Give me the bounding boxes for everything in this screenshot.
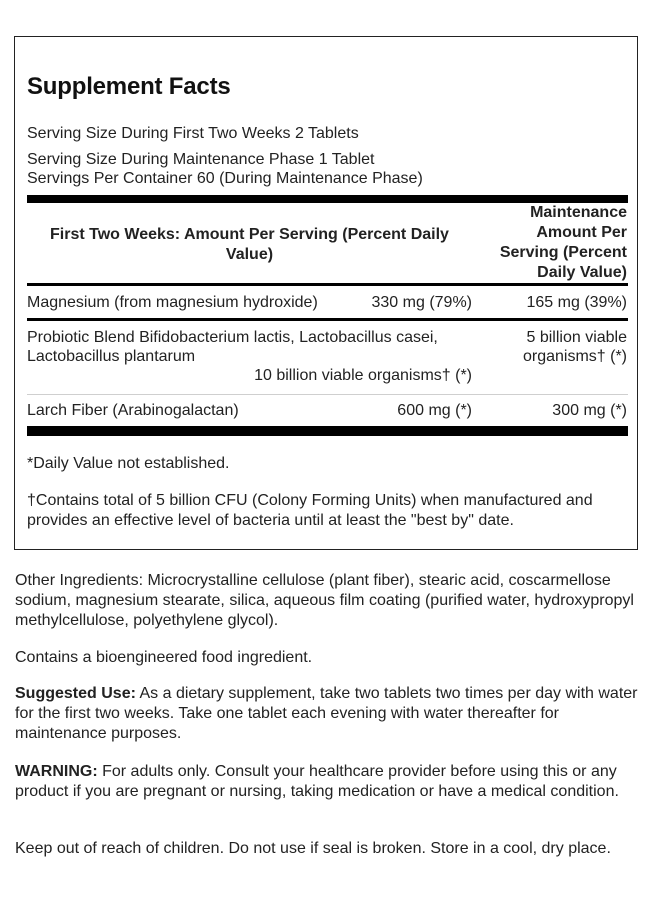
row-magnesium-name: Magnesium (from magnesium hydroxide)	[27, 294, 318, 311]
footnote-cfu: †Contains total of 5 billion CFU (Colony Forming Units) when manufactured and provides an effective level of bacteria until at least the "best by" date.	[27, 492, 593, 529]
panel-title: Supplement Facts	[27, 73, 231, 100]
other-ingredients: Other Ingredients: Microcrystalline cellulose (plant fiber), stearic acid, coscarmellose sodium, magnesium stearate, silica, aqueous film coating (purified water, hydroxypropyl methylcellulose, polyethylene glycol).	[15, 572, 634, 629]
row-probiotic-name: Probiotic Blend Bifidobacterium lactis, Lactobacillus casei, Lactobacillus plantarum	[27, 329, 438, 365]
storage-instructions: Keep out of reach of children. Do not use if seal is broken. Store in a cool, dry place.	[15, 840, 611, 857]
row-magnesium-maintenance: 165 mg (39%)	[526, 294, 627, 311]
warning-text: For adults only. Consult your healthcare provider before using this or any product if you are pregnant or nursing, taking medication or have a medical condition.	[15, 763, 619, 800]
row-larch-fiber-name: Larch Fiber (Arabinogalactan)	[27, 402, 239, 419]
warning	[15, 762, 645, 802]
header-first-two-weeks: First Two Weeks: Amount Per Serving (Percent Daily Value)	[50, 226, 449, 263]
suggested-use-text: As a dietary supplement, take two tablets two times per day with water for the first two weeks. Take one tablet each evening with water thereafter for maintenance purposes.	[15, 685, 638, 742]
suggested-use	[15, 684, 645, 744]
suggested-use-label: Suggested Use:	[15, 685, 136, 702]
header-maintenance: Maintenance Amount Per Serving (Percent Daily Value)	[499, 204, 627, 281]
row-divider	[27, 318, 628, 321]
thick-divider-bottom	[27, 426, 628, 436]
row-magnesium-first-two-weeks: 330 mg (79%)	[371, 294, 472, 311]
servings-per-container: Servings Per Container 60 (During Maintenance Phase)	[27, 170, 423, 187]
row-larch-fiber-first-two-weeks: 600 mg (*)	[397, 402, 472, 419]
row-probiotic-first-two-weeks: 10 billion viable organisms† (*)	[254, 367, 472, 384]
thick-divider-top	[27, 195, 628, 203]
row-larch-fiber-maintenance: 300 mg (*)	[552, 402, 627, 419]
footnote-daily-value: *Daily Value not established.	[27, 455, 230, 472]
row-probiotic-maintenance: 5 billion viable organisms† (*)	[522, 329, 627, 365]
supplement-facts-panel	[14, 36, 638, 550]
warning-label: WARNING:	[15, 763, 98, 780]
serving-size-first-two-weeks: Serving Size During First Two Weeks 2 Tablets	[27, 125, 359, 142]
serving-size-maintenance: Serving Size During Maintenance Phase 1 Tablet	[27, 151, 375, 168]
bioengineered-statement: Contains a bioengineered food ingredient.	[15, 649, 313, 666]
row-divider-light	[27, 394, 628, 395]
header-divider	[27, 283, 628, 286]
